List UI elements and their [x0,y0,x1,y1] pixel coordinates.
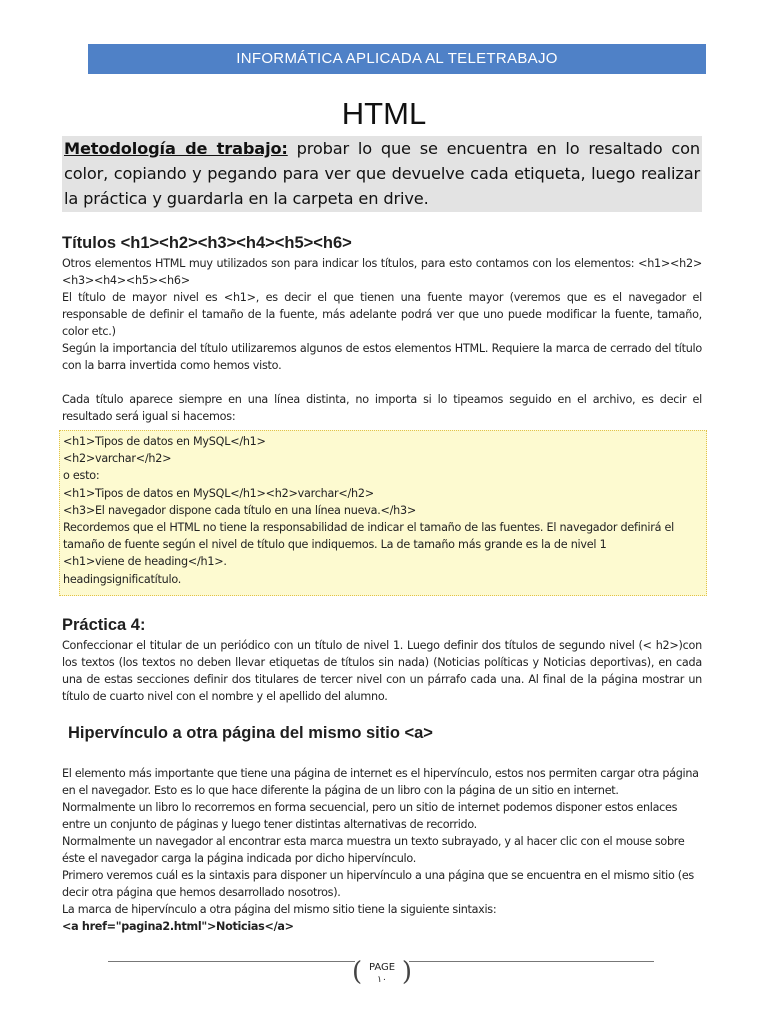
practica-section [62,637,702,705]
titulos-paragraph: Cada título aparece siempre en una línea distinta, no importa si lo tipeamos seguido en el archivo, es decir el resultado será igual si hacemos: [62,393,702,423]
methodology-box [62,136,702,212]
hipervinculo-paragraph: Normalmente un libro lo recorremos en forma secuencial, pero un sitio de internet podemos disponer estos enlaces entre un conjunto de páginas y luego tener distintas alternativas de recorrido. [62,801,678,831]
titulos-paragraph: Según la importancia del título utilizaremos algunos de estos elementos HTML. Requiere la marca de cerrado del título con la barra invertida como hemos visto. [62,342,702,372]
page-label: PAGE [368,962,396,973]
hipervinculo-paragraph: La marca de hipervínculo a otra página del mismo sitio tiene la siguiente sintaxis: [62,903,497,916]
hipervinculo-paragraph: El elemento más importante que tiene una página de internet es el hipervínculo, estos nos permiten cargar otra página en el navegador. Esto es lo que hace diferente la página de un libro con la página de un sitio en internet. [62,767,699,797]
titulos-paragraph: Otros elementos HTML muy utilizados son para indicar los títulos, para esto contamos con los elementos: <h1><h2><h3><h4><h5><h6> [62,257,702,287]
bracket-left-icon: ( [352,957,363,987]
practica-paragraph: Confeccionar el titular de un periódico con un título de nivel 1. Luego definir dos títulos de segundo nivel (< h2>)con los textos (los textos no deben llevar etiquetas de títulos sin nada) (Noticias políticas y Noticias deportivas), en cada una de estas secciones definir dos titulares de tercer nivel con un párrafo cada una. Al final de la página mostrar un título de cuarto nivel con el nombre y el apellido del alumno. [62,639,702,703]
code-line: <h1>Tipos de datos en MySQL</h1><h2>varchar</h2> [63,486,374,500]
document-header-bar [88,44,706,74]
document-title: HTML [341,96,427,131]
methodology-text: probar lo que se encuentra en lo resaltado con color, copiando y pegando para ver que devuelve cada etiqueta, luego realizar la práctica y guardarla en la carpeta en drive. [64,139,700,208]
code-line: o esto: [63,469,100,483]
bracket-right-icon: ) [401,957,412,987]
code-line: headingsignificatítulo. [63,572,182,586]
hipervinculo-paragraph: Primero veremos cuál es la sintaxis para disponer un hipervínculo a una página que se encuentra en el mismo sitio (es decir otra página que hemos desarrollado nosotros). [62,869,694,899]
hipervinculo-code: <a href="pagina2.html">Noticias</a> [62,920,294,933]
code-line: <h1>Tipos de datos en MySQL</h1> [63,435,266,448]
code-line: Recordemos que el HTML no tiene la responsabilidad de indicar el tamaño de las fuentes. El navegador definirá el tamaño de fuente según el nivel de título que indiquemos. La de tamaño más grande es la de nivel 1 [63,521,674,552]
titulos-section [62,255,702,425]
page-number: ١٠ [377,975,387,985]
page-number-badge [352,957,412,987]
titulos-paragraph: El título de mayor nivel es <h1>, es decir el que tienen una fuente mayor (veremos que es el navegador el responsable de definir el tamaño de la fuente, más adelante podrá ver que uno puede modificar la fuente, tamaño, color etc.) [62,291,702,338]
titulos-heading: Títulos <h1><h2><h3><h4><h5><h6> [62,234,352,252]
header-title: INFORMÁTICA APLICADA AL TELETRABAJO [236,50,558,67]
practica-heading: Práctica 4: [62,616,146,634]
code-line: <h3>El navegador dispone cada título en una línea nueva.</h3> [63,503,417,517]
hipervinculo-section [62,765,702,935]
hipervinculo-heading: Hipervínculo a otra página del mismo sitio <a> [68,724,433,742]
code-line: <h2>varchar</h2> [63,452,172,466]
code-line: <h1>viene de heading</h1>. [63,555,227,569]
hipervinculo-paragraph: Normalmente un navegador al encontrar esta marca muestra un texto subrayado, y al hacer clic con el mouse sobre éste el navegador carga la página indicada por dicho hipervínculo. [62,835,685,865]
code-example-box [59,430,707,596]
methodology-label: Metodología de trabajo: [64,139,288,158]
